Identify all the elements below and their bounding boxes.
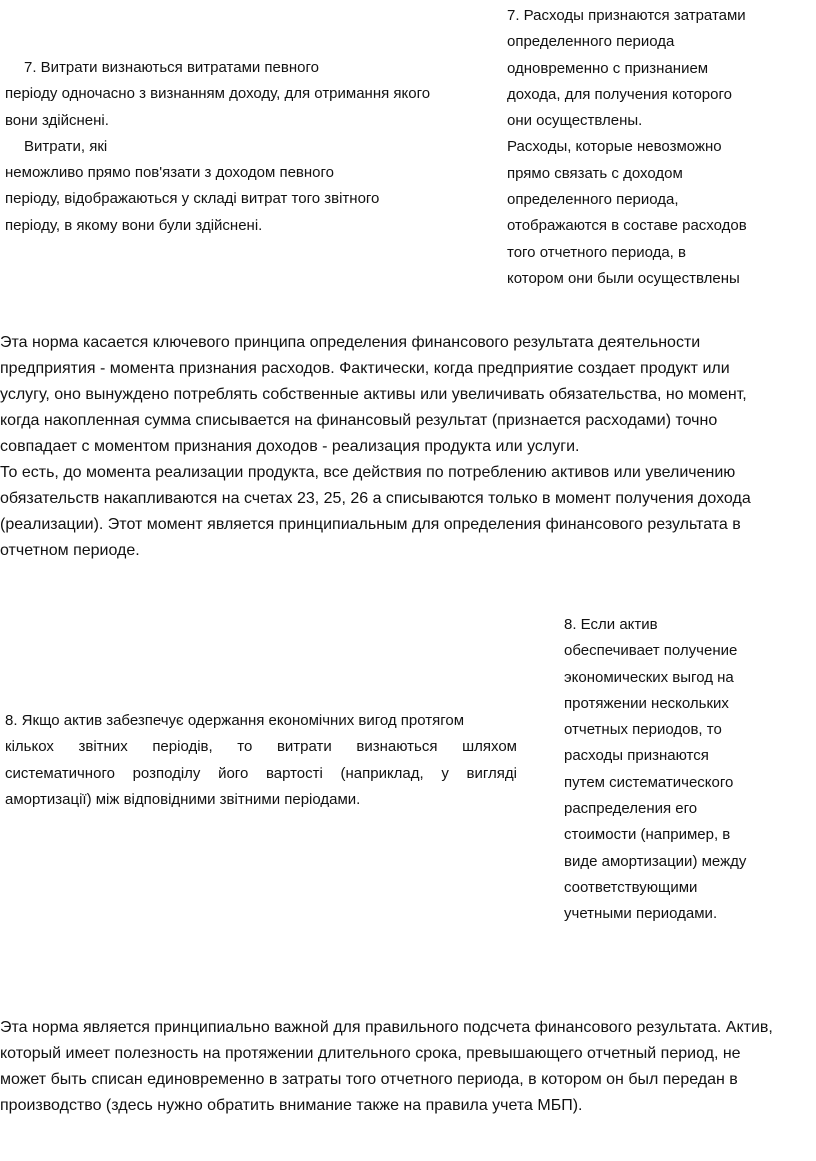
word: то: [237, 738, 253, 756]
text-line: дохода, для получения которого: [507, 85, 732, 103]
text-line: [5, 734, 517, 760]
text-line: Расходы, которые невозможно: [507, 138, 722, 156]
text-line: виде амортизации) между: [564, 852, 747, 870]
word: вигляді: [466, 764, 517, 782]
section8-ukrainian-text: [5, 708, 517, 813]
word: розподілу: [132, 764, 201, 782]
text-line: 7. Расходы признаются затратами: [507, 7, 746, 24]
text-line: амортизації) між відповідними звітними періодами.: [5, 790, 361, 808]
word: у: [441, 764, 449, 782]
text-line: определенного периода,: [507, 191, 679, 209]
text-line: когда накопленная сумма списывается на финансовый результат (признается расходами) точно: [0, 412, 718, 429]
text-line: періоду, в якому вони були здійснені.: [5, 216, 263, 234]
text-line: стоимости (например, в: [564, 826, 731, 844]
word: звітних: [78, 738, 128, 756]
section8-russian-text: [564, 612, 809, 928]
section8-commentary: [0, 1015, 814, 1119]
text-line: Эта норма является принципиально важной для правильного подсчета финансового результата. Актив,: [0, 1019, 773, 1036]
text-line: періоду, відображаються у складі витрат того звітного: [5, 190, 380, 208]
text-line: протяжении нескольких: [564, 694, 729, 712]
text-line: То есть, до момента реализации продукта, все действия по потреблению активов или увеличению: [0, 464, 736, 481]
word: (наприклад,: [340, 764, 424, 782]
section7-russian-text: [507, 3, 807, 292]
text-line: Витрати, які: [24, 137, 108, 155]
word: шляхом: [462, 738, 517, 756]
text-line: котором они были осуществлены: [507, 269, 740, 287]
text-line: 7. Витрати визнаються витратами певного: [24, 59, 319, 76]
text-line: расходы признаются: [564, 747, 709, 765]
text-line: учетными периодами.: [564, 905, 718, 923]
text-line: который имеет полезность на протяжении длительного срока, превышающего отчетный период, не: [0, 1045, 741, 1062]
text-line: Эта норма касается ключевого принципа определения финансового результата деятельности: [0, 334, 701, 351]
word: систематичного: [5, 764, 115, 782]
text-line: отчетных периодов, то: [564, 721, 722, 739]
text-line: обязательств накапливаются на счетах 23, 25, 26 а списываются только в момент получения дохода: [0, 490, 751, 507]
text-line: определенного периода: [507, 33, 675, 51]
text-line: распределения его: [564, 800, 698, 818]
text-line: (реализации). Этот момент является принципиальным для определения финансового результата в: [0, 516, 741, 533]
text-line: прямо связать с доходом: [507, 164, 683, 182]
text-line: неможливо прямо пов'язати з доходом певного: [5, 164, 334, 182]
text-line: может быть списан единовременно в затраты того отчетного периода, в котором он был передан в: [0, 1071, 738, 1088]
text-line: отчетном периоде.: [0, 542, 140, 559]
word: вартості: [265, 764, 323, 782]
text-line: вони здійснені.: [5, 111, 109, 129]
text-line: экономических выгод на: [564, 668, 734, 686]
section7-ukrainian-text: [5, 55, 500, 239]
text-line: [5, 761, 517, 787]
word: його: [218, 764, 249, 782]
text-line: періоду одночасно з визнанням доходу, для отримання якого: [5, 85, 431, 103]
text-line: отображаются в составе расходов: [507, 217, 747, 235]
text-line: путем систематического: [564, 773, 734, 791]
text-line: 8. Если актив: [564, 616, 658, 633]
word: витрати: [276, 738, 332, 756]
word: кількох: [5, 738, 54, 756]
text-line: предприятия - момента признания расходов. Фактически, когда предприятие создает продукт или: [0, 360, 730, 377]
word: періодів,: [152, 738, 213, 756]
text-line: 8. Якщо актив забезпечує одержання економічних вигод протягом: [5, 712, 465, 729]
text-line: услугу, оно вынуждено потреблять собственные активы или увеличивать обязательства, но момент,: [0, 386, 747, 403]
word: визнаються: [356, 738, 438, 756]
text-line: совпадает с моментом признания доходов - реализация продукта или услуги.: [0, 438, 580, 455]
text-line: обеспечивает получение: [564, 642, 738, 660]
section7-commentary: [0, 330, 812, 564]
text-line: соответствующими: [564, 878, 698, 896]
text-line: одновременно с признанием: [507, 59, 709, 77]
text-line: они осуществлены.: [507, 112, 643, 130]
text-line: производство (здесь нужно обратить внимание также на правила учета МБП).: [0, 1097, 583, 1114]
text-line: того отчетного периода, в: [507, 243, 686, 261]
